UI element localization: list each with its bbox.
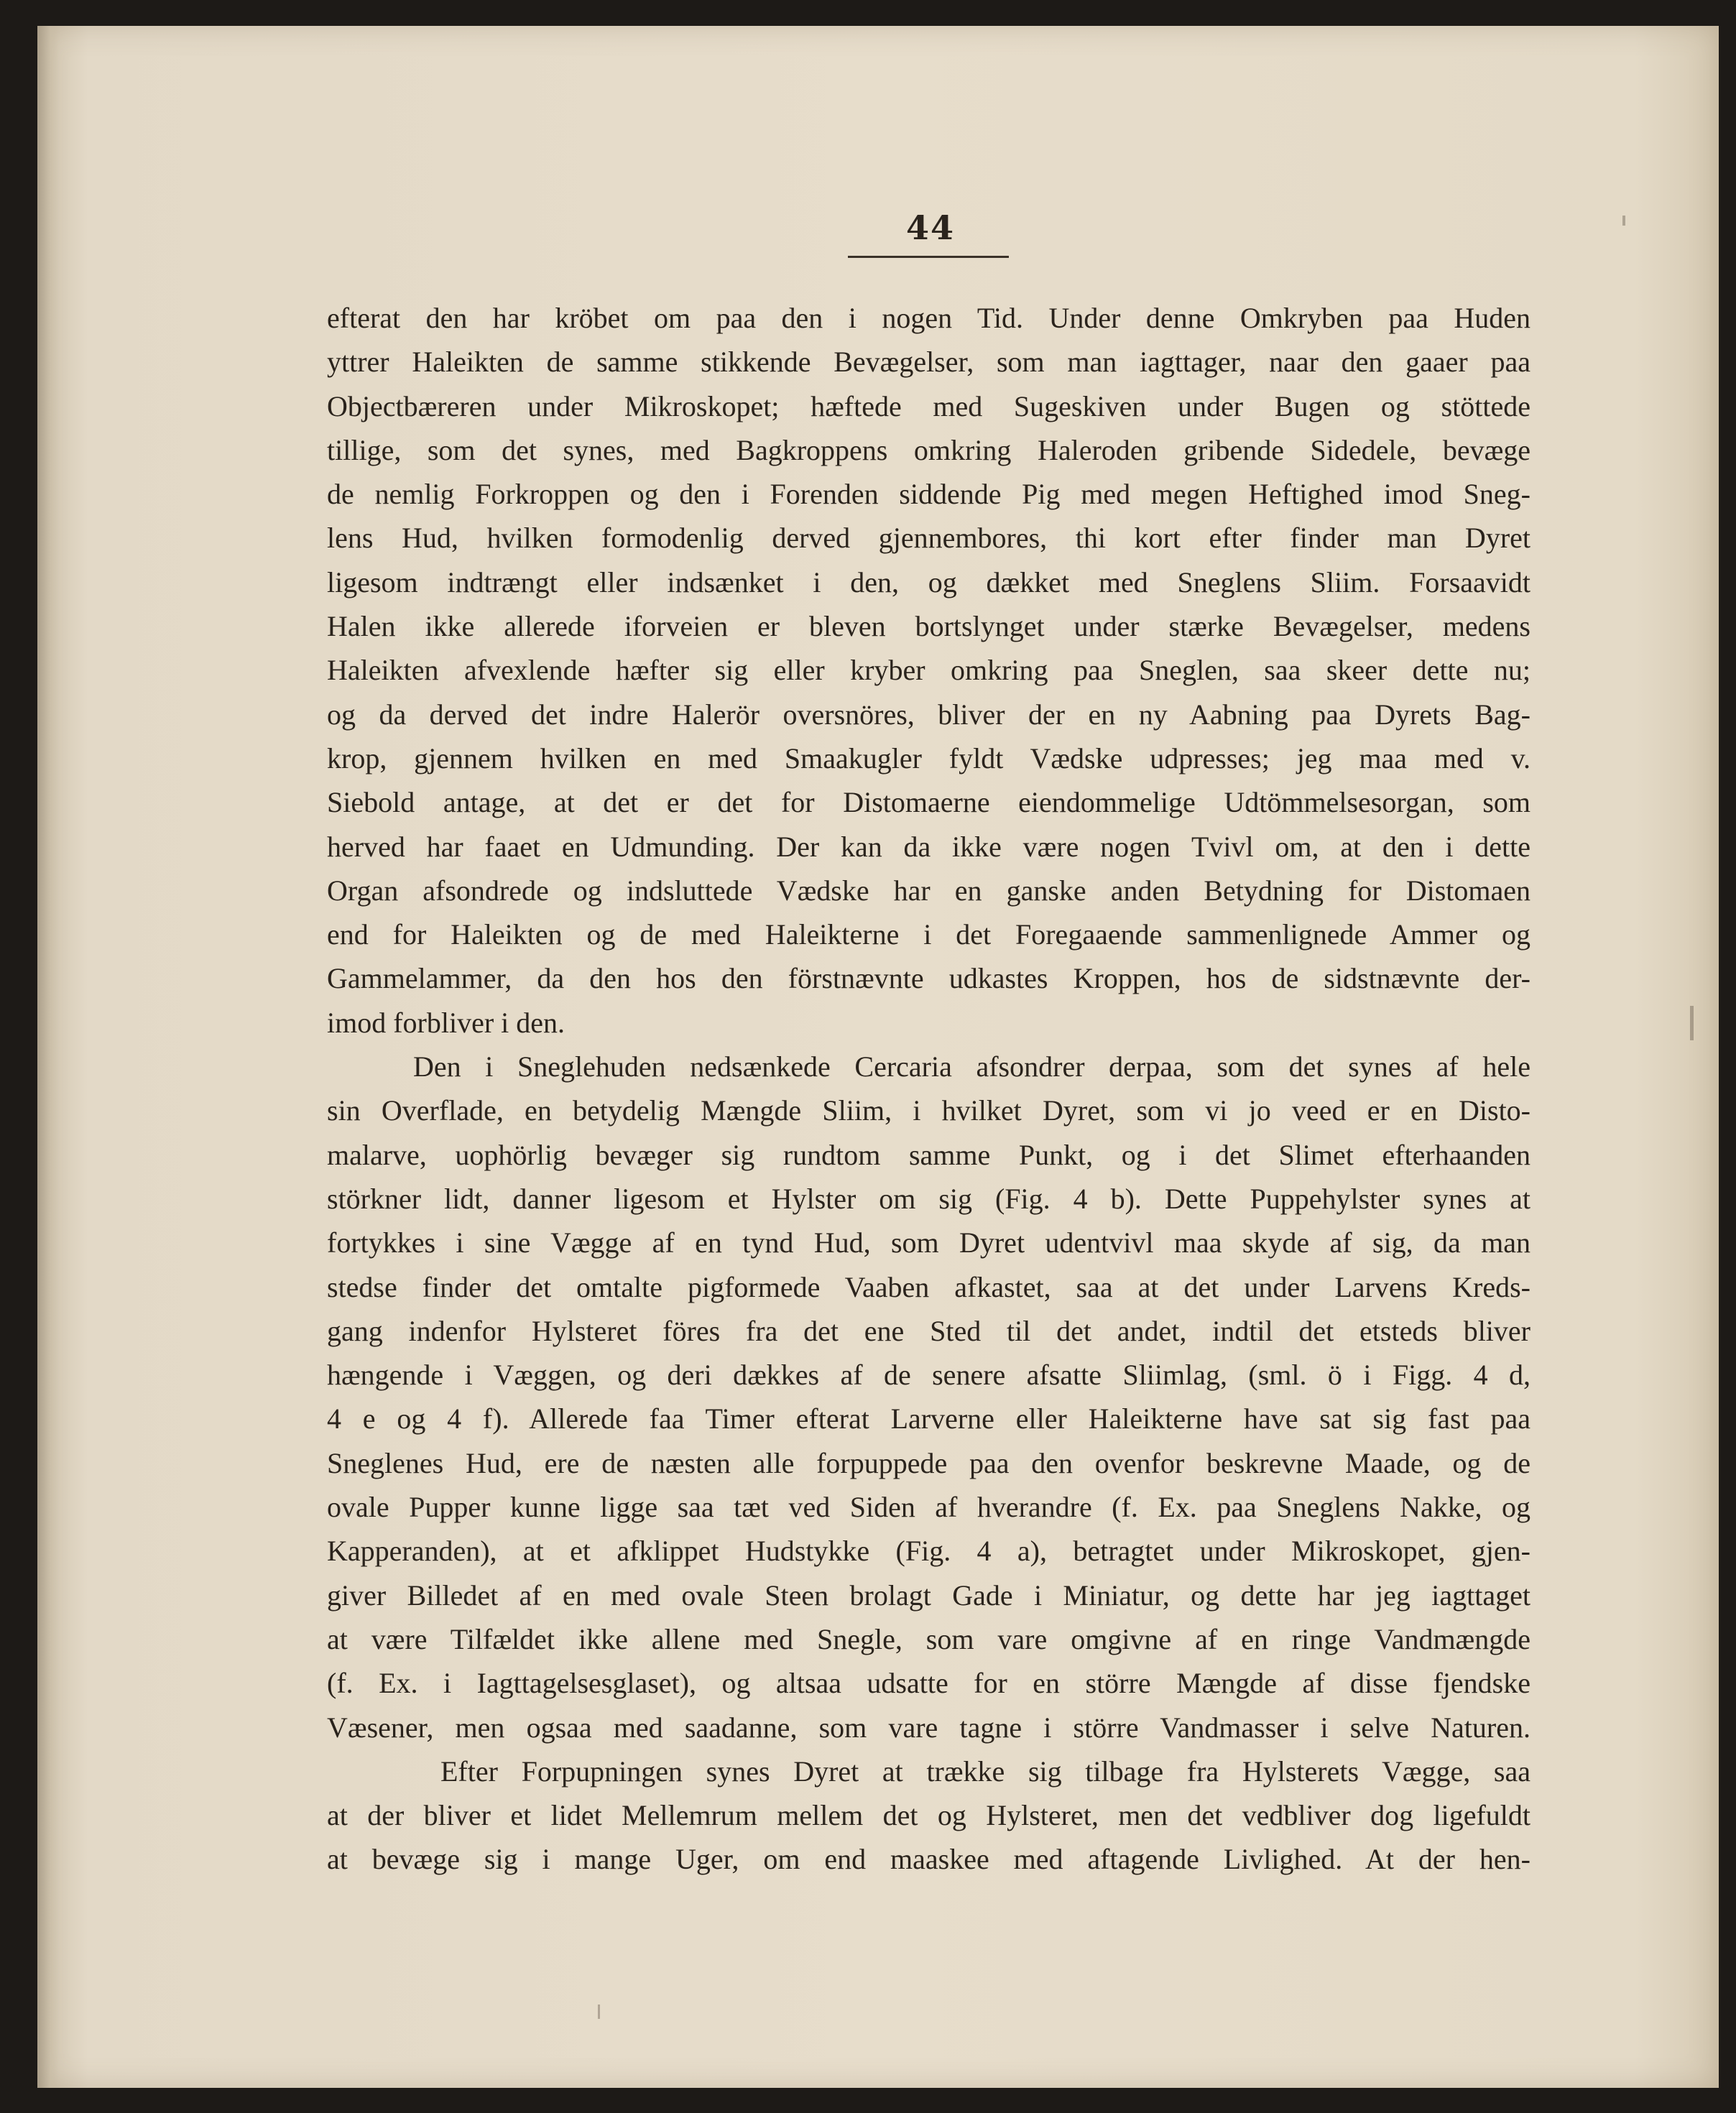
text-line: Kapperanden), at et afklippet Hudstykke (Fig. 4 a), betragtet under Mikroskopet, gjen- — [327, 1535, 1530, 1568]
text-line: ligesom indtrængt eller indsænket i den, og dækket med Sneglens Sliim. Forsaavidt — [327, 565, 1530, 598]
text-line: yttrer Haleikten de samme stikkende Bevægelser, som man iagttager, naar den gaaer paa — [327, 346, 1530, 379]
text-line: hængende i Væggen, og deri dækkes af de senere afsatte Sliimlag, (sml. ö i Figg. 4 d, — [327, 1359, 1530, 1392]
paragraph-start-line: Den i Sneglehuden nedsænkede Cercaria afsondrer derpaa, som det synes af hele — [413, 1050, 1530, 1083]
text-line: lens Hud, hvilken formodenlig derved gjennembores, thi kort efter finder man Dyret — [327, 522, 1530, 555]
text-line: at bevæge sig i mange Uger, om end maaskee med aftagende Livlighed. At der hen- — [327, 1843, 1530, 1876]
text-line: end for Haleikten og de med Haleikterne i det Foregaaende sammenlignede Ammer og — [327, 918, 1530, 951]
text-line: Sneglenes Hud, ere de næsten alle forpuppede paa den ovenfor beskrevne Maade, og de — [327, 1446, 1530, 1479]
text-line: (f. Ex. i Iagttagelsesglaset), og altsaa udsatte for en större Mængde af disse fjendske — [327, 1667, 1530, 1700]
paragraph-end-line: imod forbliver i den. — [327, 1006, 565, 1039]
text-line: Væsener, men ogsaa med saadanne, som vare tagne i större Vandmasser i selve Naturen. — [327, 1711, 1530, 1744]
text-line: 4 e og 4 f). Allerede faa Timer efterat Larverne eller Haleikterne have sat sig fast paa — [327, 1402, 1530, 1435]
paper-speck — [1690, 1006, 1694, 1040]
page-binding-shadow — [37, 26, 59, 2088]
paper-speck — [1622, 216, 1625, 226]
text-line: Gammelammer, da den hos den förstnævnte udkastes Kroppen, hos de sidstnævnte der- — [327, 962, 1530, 995]
text-line: fortykkes i sine Vægge af en tynd Hud, som Dyret udentvivl maa skyde af sig, da man — [327, 1226, 1530, 1259]
text-line: at der bliver et lidet Mellemrum mellem det og Hylsteret, men det vedbliver dog ligefuldt — [327, 1799, 1530, 1832]
text-line: tillige, som det synes, med Bagkroppens omkring Haleroden gribende Sidedele, bevæge — [327, 433, 1530, 466]
paper-speck — [598, 2005, 600, 2019]
text-line: og da derved det indre Halerör oversnöres, bliver der en ny Aabning paa Dyrets Bag- — [327, 698, 1530, 731]
text-line: Halen ikke allerede iforveien er bleven bortslynget under stærke Bevægelser, medens — [327, 610, 1530, 643]
text-line: de nemlig Forkroppen og den i Forenden siddende Pig med megen Heftighed imod Sneg- — [327, 478, 1530, 511]
text-line: Haleikten afvexlende hæfter sig eller kryber omkring paa Sneglen, saa skeer dette nu; — [327, 654, 1530, 687]
text-line: ovale Pupper kunne ligge saa tæt ved Siden af hverandre (f. Ex. paa Sneglens Nakke, og — [327, 1491, 1530, 1524]
text-line: Siebold antage, at det er det for Distomaerne eiendommelige Udtömmelsesorgan, som — [327, 786, 1530, 819]
text-line: gang indenfor Hylsteret föres fra det ene Sted til det andet, indtil det etsteds bliver — [327, 1314, 1530, 1347]
page-number-rule — [848, 256, 1009, 258]
text-line: malarve, uophörlig bevæger sig rundtom samme Punkt, og i det Slimet efterhaanden — [327, 1138, 1530, 1171]
text-line: sin Overflade, en betydelig Mængde Sliim, i hvilket Dyret, som vi jo veed er en Disto- — [327, 1094, 1530, 1127]
body-text — [327, 296, 1530, 1882]
text-line: efterat den har kröbet om paa den i nogen Tid. Under denne Omkryben paa Huden — [327, 302, 1530, 334]
text-line: Organ afsondrede og indsluttede Vædske har en ganske anden Betydning for Distomaen — [327, 874, 1530, 907]
text-line: Objectbæreren under Mikroskopet; hæftede med Sugeskiven under Bugen og stöttede — [327, 389, 1530, 422]
text-line: at være Tilfældet ikke allene med Snegle, som vare omgivne af en ringe Vandmængde — [327, 1622, 1530, 1655]
text-line: stedse finder det omtalte pigformede Vaaben afkastet, saa at det under Larvens Kreds- — [327, 1270, 1530, 1303]
page-number: 44 — [905, 208, 955, 247]
text-line: krop, gjennem hvilken en med Smaakugler fyldt Vædske udpresses; jeg maa med v. — [327, 741, 1530, 775]
text-line: störkner lidt, danner ligesom et Hylster om sig (Fig. 4 b). Dette Puppehylster synes at — [327, 1182, 1530, 1215]
text-line: herved har faaet en Udmunding. Der kan da ikke være nogen Tvivl om, at den i dette — [327, 830, 1530, 863]
paragraph-start-line: Efter Forpupningen synes Dyret at trække sig tilbage fra Hylsterets Vægge, saa — [440, 1754, 1530, 1788]
text-line: giver Billedet af en med ovale Steen brolagt Gade i Miniatur, og dette har jeg iagttaget — [327, 1578, 1530, 1612]
